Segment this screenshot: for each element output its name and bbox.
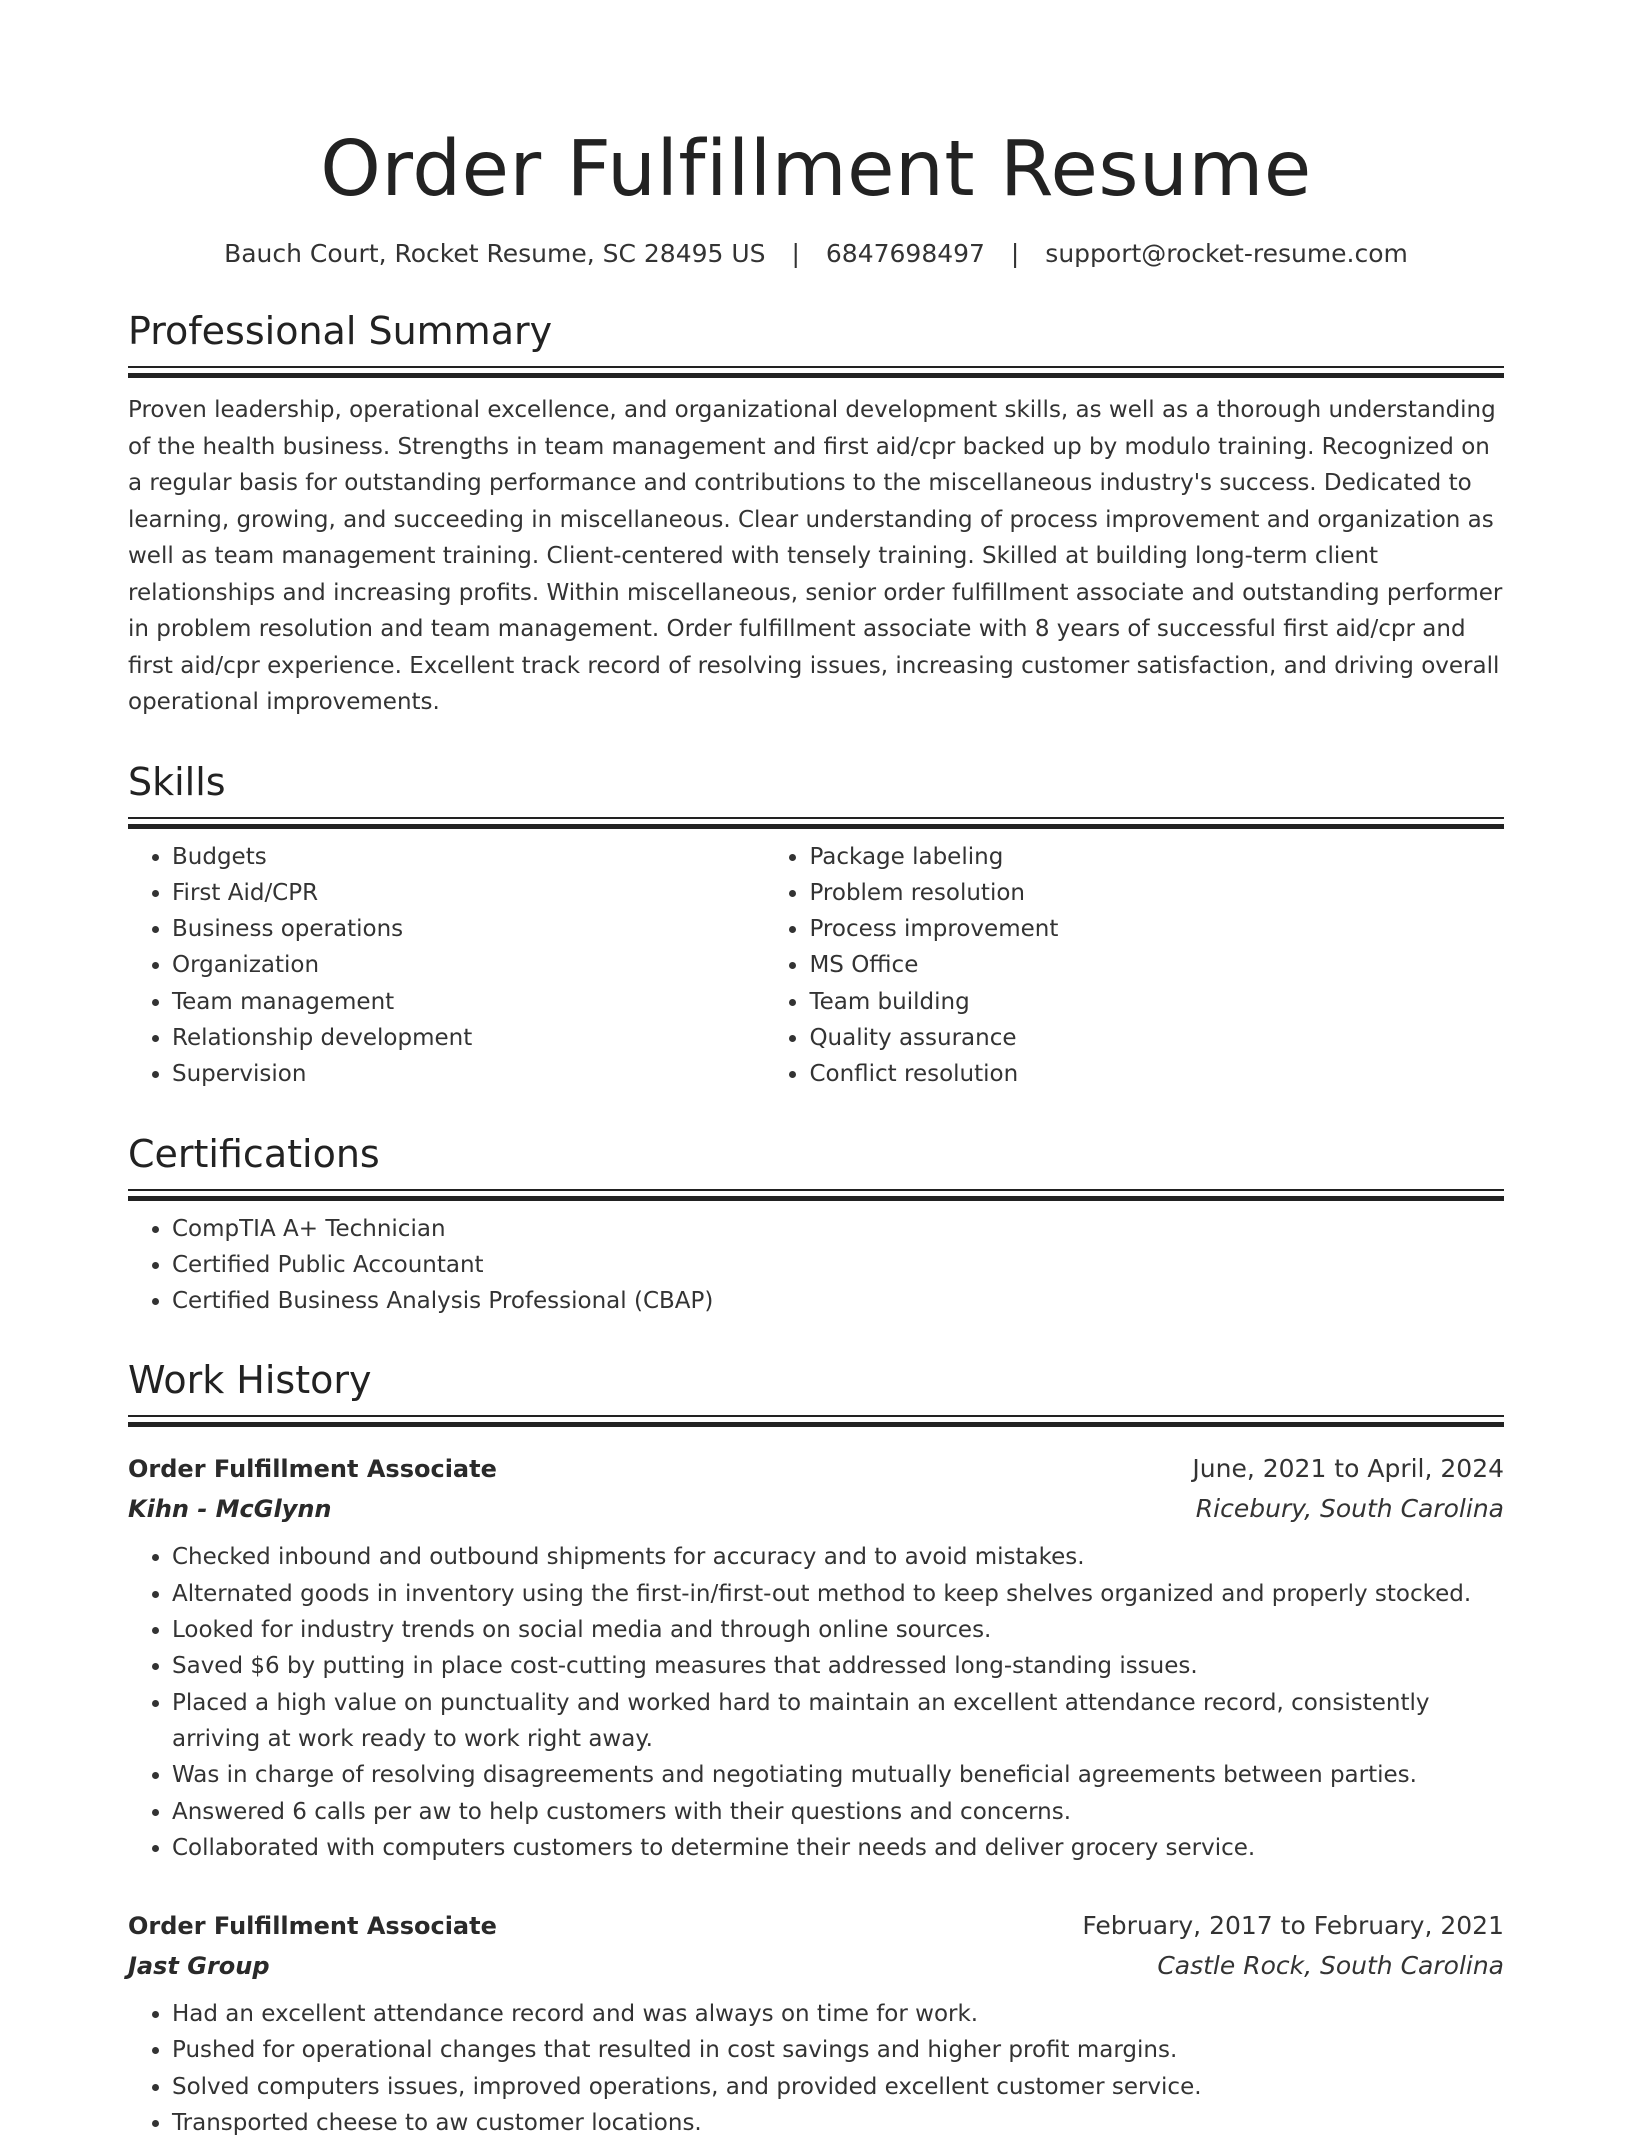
contact-separator: | [1010,239,1020,268]
skill-item: • Team building [809,984,1504,1020]
job-bullet: • Had an excellent attendance record and was always on time for work. [172,1996,1504,2032]
job-bullet: • Collaborated with computers customers to determine their needs and deliver grocery service. [172,1830,1504,1866]
skills-list-right [765,839,1504,1093]
job-entry [128,1449,1504,1866]
summary-text: Proven leadership, operational excellence, and organizational development skills, as well as a thorough understanding of the health business. Strengths in team management and first aid/cpr backed up by modulo training. Recognized on a regular basis for outstanding performance and contributions to the miscellaneous industry's success. Dedicated to learning, growing, and succeeding in miscellaneous. Clear understanding of process improvement and organization as well as team management training. Client-centered with tensely training. Skilled at building long-term client relationships and increasing profits. Within miscellaneous, senior order fulfillment associate and outstanding performer in problem resolution and team management. Order fulfillment associate with 8 years of successful first aid/cpr and first aid/cpr experience. Excellent track record of resolving issues, increasing customer satisfaction, and driving overall operational improvements. [128,397,1503,715]
skills-grid [128,839,1504,1093]
skill-item: • Organization [172,947,765,983]
certifications-heading: Certifications [128,1131,380,1176]
certification-item: • CompTIA A+ Technician [172,1211,1504,1247]
contact-email: support@rocket-resume.com [1045,239,1408,268]
job-bullet: • Checked inbound and outbound shipments for accuracy and to avoid mistakes. [172,1539,1504,1575]
skill-item: • Conflict resolution [809,1056,1504,1092]
work-history-heading: Work History [128,1358,372,1403]
certification-item: • Certified Business Analysis Professional (CBAP) [172,1283,1504,1319]
job-dates: June, 2021 to April, 2024 [1192,1454,1504,1484]
section-divider [128,1415,1504,1427]
skill-item: • Budgets [172,839,765,875]
job-company: Kihn - McGlynn [128,1495,332,1524]
certifications-list [128,1211,1504,1320]
job-bullet: • Alternated goods in inventory using the first-in/first-out method to keep shelves organized and properly stocked. [172,1576,1504,1612]
job-title: Order Fulfillment Associate [128,1455,497,1484]
job-bullet: • Answered 6 calls per aw to help customers with their questions and concerns. [172,1794,1504,1830]
job-bullet: • Was in charge of resolving disagreements and negotiating mutually beneficial agreements between parties. [172,1757,1504,1793]
resume-title: Order Fulfillment Resume [320,125,1312,214]
contact-address: Bauch Court, Rocket Resume, SC 28495 US [224,239,766,268]
job-title-row [128,1449,1504,1489]
job-bullet: • Placed a high value on punctuality and worked hard to maintain an excellent attendance record, consistently arriving at work ready to work right away. [172,1685,1504,1758]
job-bullet: • Solved computers issues, improved operations, and provided excellent customer service. [172,2069,1504,2105]
contact-phone: 6847698497 [825,239,985,268]
skill-item: • Team management [172,984,765,1020]
resume-page [128,120,1504,2141]
skill-item: • Package labeling [809,839,1504,875]
contact-separator: | [791,239,800,268]
skills-list-left [128,839,765,1093]
skill-item: • Supervision [172,1056,765,1092]
job-company: Jast Group [128,1952,270,1981]
work-history-section [128,1357,1504,2141]
summary-heading: Professional Summary [128,309,553,353]
skill-item: • MS Office [809,947,1504,983]
job-company-row [128,1489,1504,1529]
skill-item: • Quality assurance [809,1020,1504,1056]
section-divider [128,1189,1504,1201]
job-bullets [128,1539,1504,1866]
job-location: Castle Rock, South Carolina [1157,1951,1504,1981]
job-title-row [128,1906,1504,1946]
summary-section [128,308,1504,721]
job-bullet: • Looked for industry trends on social media and through online sources. [172,1612,1504,1648]
job-location: Ricebury, South Carolina [1195,1494,1504,1524]
skill-item: • Relationship development [172,1020,765,1056]
job-dates: February, 2017 to February, 2021 [1082,1911,1504,1941]
skills-heading: Skills [128,759,226,804]
job-title: Order Fulfillment Associate [128,1912,497,1941]
skill-item: • Process improvement [809,911,1504,947]
job-entry [128,1906,1504,2141]
job-bullet: • Saved $6 by putting in place cost-cutting measures that addressed long-standing issues. [172,1648,1504,1684]
certification-item: • Certified Public Accountant [172,1247,1504,1283]
skill-item: • First Aid/CPR [172,875,765,911]
job-bullet: • Pushed for operational changes that resulted in cost savings and higher profit margins. [172,2032,1504,2068]
contact-line [128,238,1504,270]
job-bullet: • Transported cheese to aw customer locations. [172,2105,1504,2141]
skills-section [128,759,1504,1093]
certifications-section [128,1131,1504,1320]
skill-item: • Problem resolution [809,875,1504,911]
job-bullets [128,1996,1504,2141]
job-company-row [128,1946,1504,1986]
section-divider [128,366,1504,378]
skill-item: • Business operations [172,911,765,947]
section-divider [128,817,1504,829]
